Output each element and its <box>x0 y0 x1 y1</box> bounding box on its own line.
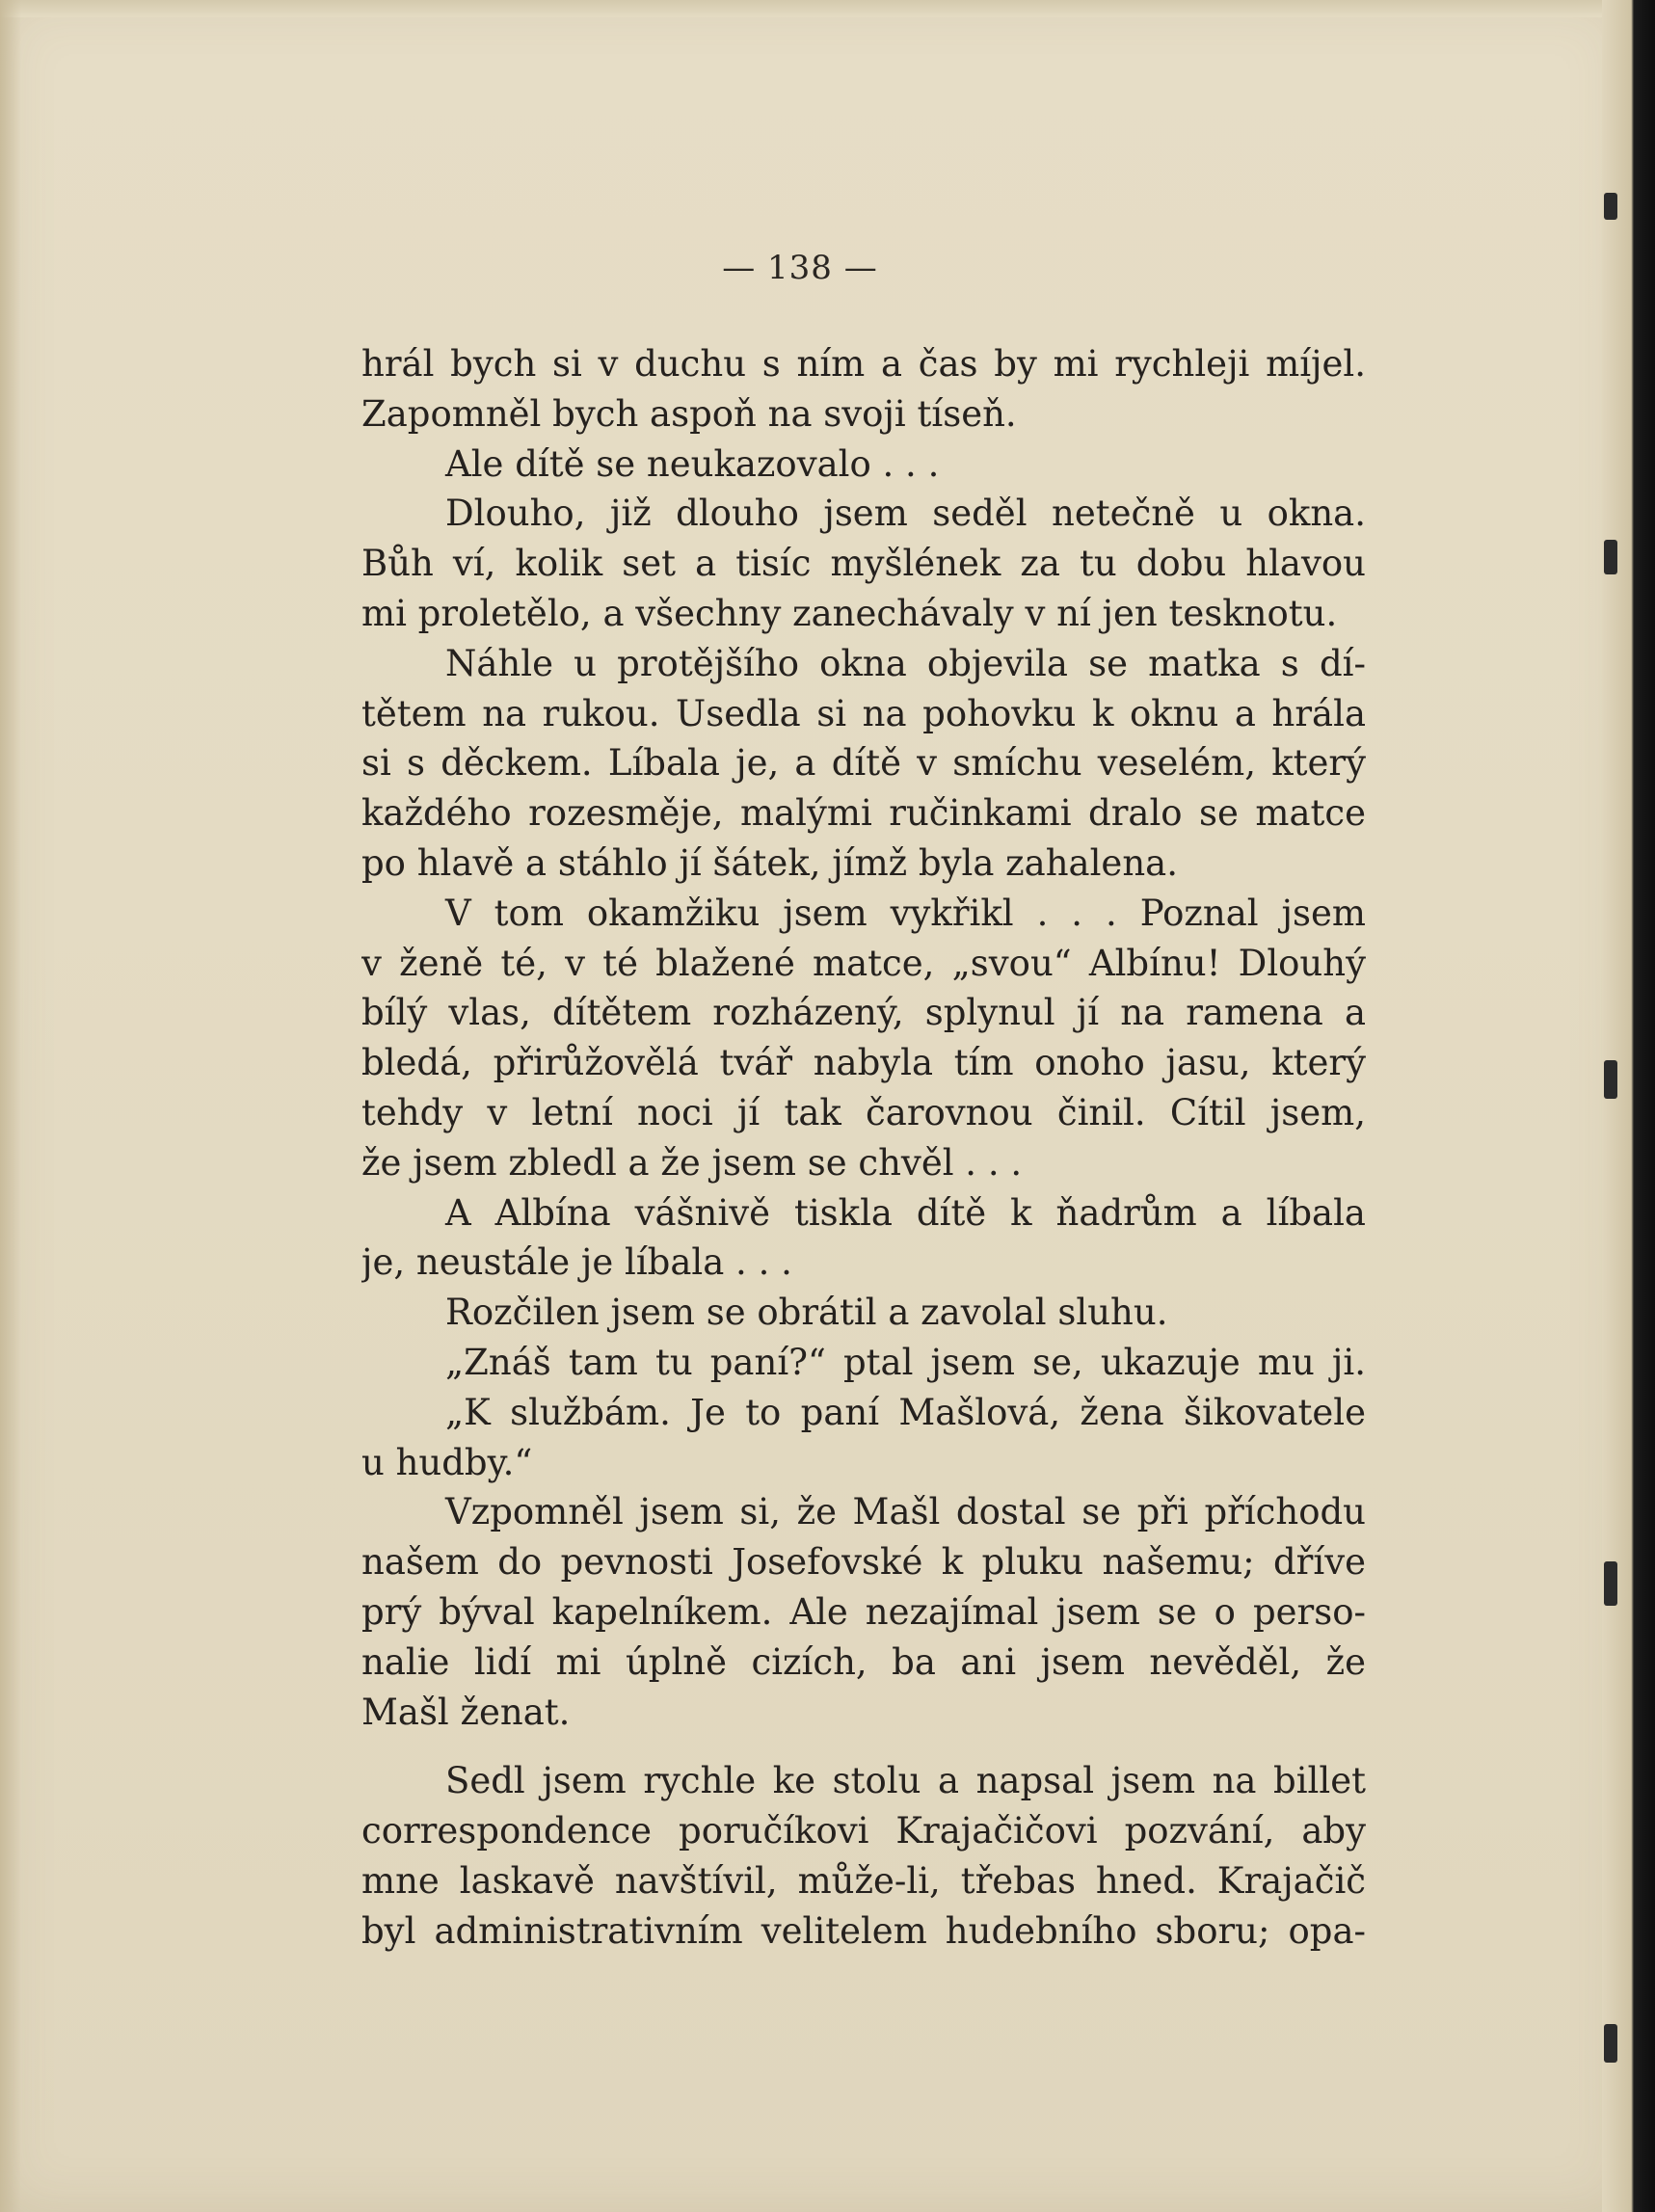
page-right-edge <box>1602 0 1655 2212</box>
text-line: že jsem zbledl a že jsem se chvěl . . . <box>361 1141 1023 1184</box>
text-line: v ženě té, v té blažené matce, „svou“ Albínu! Dlouhý <box>361 942 1366 984</box>
text-line: „K službám. Je to paní Mašlová, žena šikovatele <box>445 1391 1366 1433</box>
text-line: Sedl jsem rychle ke stolu a napsal jsem na billet <box>445 1760 1366 1802</box>
text-line: bledá, přirůžovělá tvář nabyla tím onoho jasu, který <box>361 1042 1366 1084</box>
text-line: tehdy v letní noci jí tak čarovnou činil. Cítil jsem, <box>361 1091 1366 1133</box>
binding-mark <box>1604 2024 1617 2063</box>
text-line: Vzpomněl jsem si, že Mašl dostal se při příchodu <box>445 1491 1366 1533</box>
text-line: correspondence poručíkovi Krajačičovi pozvání, aby <box>361 1810 1366 1852</box>
text-line: „Znáš tam tu paní?“ ptal jsem se, ukazuje mu ji. <box>445 1341 1366 1383</box>
page-gutter-shadow <box>0 0 21 2212</box>
text-line: mne laskavě navštívil, může-li, třebas hned. Krajačič <box>361 1859 1366 1902</box>
text-line: po hlavě a stáhlo jí šátek, jímž byla zahalena. <box>361 841 1178 884</box>
text-line: A Albína vášnivě tiskla dítě k ňadrům a líbala <box>445 1191 1366 1234</box>
text-line: hrál bych si v duchu s ním a čas by mi rychleji míjel. <box>361 343 1366 385</box>
binding-mark <box>1604 1060 1617 1099</box>
binding-mark <box>1604 193 1617 220</box>
text-line: Zapomněl bych aspoň na svoji tíseň. <box>361 392 1017 435</box>
text-line: každého rozesměje, malými ručinkami dralo se matce <box>361 792 1366 835</box>
text-line: je, neustále je líbala . . . <box>361 1241 792 1284</box>
text-line: V tom okamžiku jsem vykřikl . . . Poznal jsem <box>445 892 1366 934</box>
text-line: prý býval kapelníkem. Ale nezajímal jsem se o perso- <box>361 1590 1366 1633</box>
paragraph-gap <box>361 1737 1366 1756</box>
body-text <box>361 339 1366 1957</box>
text-line: Náhle u protějšího okna objevila se matka s dí- <box>445 642 1366 684</box>
text-line: bílý vlas, dítětem rozházený, splynul jí na ramena a <box>361 992 1366 1034</box>
text-line: Dlouho, již dlouho jsem seděl netečně u okna. <box>445 493 1366 535</box>
text-line: Rozčilen jsem se obrátil a zavolal sluhu. <box>445 1292 1168 1334</box>
text-line: nalie lidí mi úplně cizích, ba ani jsem nevěděl, že <box>361 1640 1366 1683</box>
text-line: byl administrativním velitelem hudebního sboru; opa- <box>361 1909 1366 1952</box>
page-top-edge <box>0 0 1624 17</box>
text-line: Bůh ví, kolik set a tisíc myšlének za tu dobu hlavou <box>361 543 1366 585</box>
text-line: tětem na rukou. Usedla si na pohovku k oknu a hrála <box>361 692 1366 734</box>
binding-mark <box>1604 540 1617 574</box>
text-line: našem do pevnosti Josefovské k pluku našemu; dříve <box>361 1541 1366 1584</box>
text-line: mi proletělo, a všechny zanechávaly v ní jen tesknotu. <box>361 592 1338 634</box>
text-line: Ale dítě se neukazovalo . . . <box>445 442 940 485</box>
binding-mark <box>1604 1561 1617 1606</box>
text-line: u hudby.“ <box>361 1441 533 1483</box>
text-line: Mašl ženat. <box>361 1691 571 1733</box>
text-line: si s děckem. Líbala je, a dítě v smíchu veselém, který <box>361 742 1366 785</box>
page-number: — 138 — <box>722 249 878 287</box>
